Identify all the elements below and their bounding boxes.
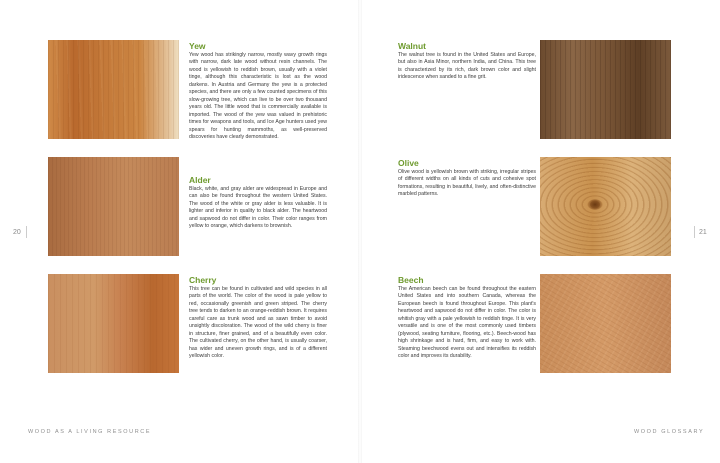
running-footer: WOOD GLOSSARY (634, 429, 705, 435)
olive-wood-sample-image (540, 157, 671, 256)
entry-title: Alder (189, 175, 211, 185)
walnut-entry (398, 41, 536, 82)
cherry-entry (189, 275, 327, 361)
entry-body: Olive wood is yellowish brown with striking, irregular stripes of different widths on all kinds of cuts and cohesive spot formations, resulting in beautiful, lively, and often-distinctive marbled patterns. (398, 169, 536, 198)
page-number-divider (26, 226, 27, 238)
yew-entry (189, 41, 327, 141)
yew-wood-sample-image (48, 40, 179, 139)
entry-title: Olive (398, 158, 419, 168)
page-number-divider (694, 226, 695, 238)
entry-body: The American beech can be found throughout the eastern United States and into southern Canada, whereas the European beech is found throughout Europe. This plant's heartwood and sapwood do not differ in color. The color is whitish gray with a pale yellowish to reddish tinge. It is very versatile and is one of the most commonly used timbers (plywood, seating furniture, flooring, etc.). Beech-wood has high shrinkage and is hard, firm, and easy to work with. Steaming beechwood evens out and intensifies its reddish color and improves its durability. (398, 286, 536, 360)
entry-body: This tree can be found in cultivated and wild species in all parts of the world. The color of the wood is pale yellow to red, occasionally greenish and green striped. The cherry tree tends to darken to an orange-reddish brown. It requires careful care as trunk wood and as sawn timber to avoid unsightly discoloration. The wood of the wild cherry is finer in structure, finer grained, and of a beautifully even color. The cultivated cherry, on the other hand, is usually coarser, has wider and uneven growth rings, and is of a different yellowish color. (189, 286, 327, 360)
cherry-wood-sample-image (48, 274, 179, 373)
alder-wood-sample-image (48, 157, 179, 256)
page-number: 21 (699, 229, 707, 236)
right-page (360, 0, 720, 463)
entry-body: The walnut tree is found in the United States and Europe, but also in Asia Minor, northern India, and China. This tree is characterized by its rich, dark brown color and slight iridescence when sanded to a fine grit. (398, 52, 536, 81)
entry-body: Black, white, and gray alder are widespread in Europe and can also be found throughout the western United States. The wood of the white or gray alder is less valuable. It is lighter and inferior in quality to black alder. The heartwood and sapwood do not differ in color. Their color ranges from yellow to orange, which darkens to brownish. (189, 186, 327, 230)
entry-body: Yew wood has strikingly narrow, mostly wavy growth rings with narrow, dark late wood without resin channels. The wood is yellowish to reddish brown, usually with a violet tinge, although this characteristic is lost as the wood darkens. In Austria and Germany the yew is a protected species, and there are only a few counted specimens of this slow-growing tree, which can live to be over two thousand years old. The little wood that is commercially available is imported. The wood of the yew was valued in prehistoric times for weapons and tools, and Ice Age hunters used yew spears for hunting mammoths, as well-preserved discoveries have clearly demonstrated. (189, 52, 327, 140)
running-footer: WOOD AS A LIVING RESOURCE (28, 429, 152, 435)
alder-entry (189, 175, 327, 231)
beech-wood-sample-image (540, 274, 671, 373)
entry-title: Cherry (189, 275, 217, 285)
entry-title: Beech (398, 275, 424, 285)
entry-title: Walnut (398, 41, 427, 51)
olive-entry (398, 158, 536, 199)
walnut-wood-sample-image (540, 40, 671, 139)
beech-entry (398, 275, 536, 361)
page-number: 20 (13, 229, 21, 236)
entry-title: Yew (189, 41, 206, 51)
